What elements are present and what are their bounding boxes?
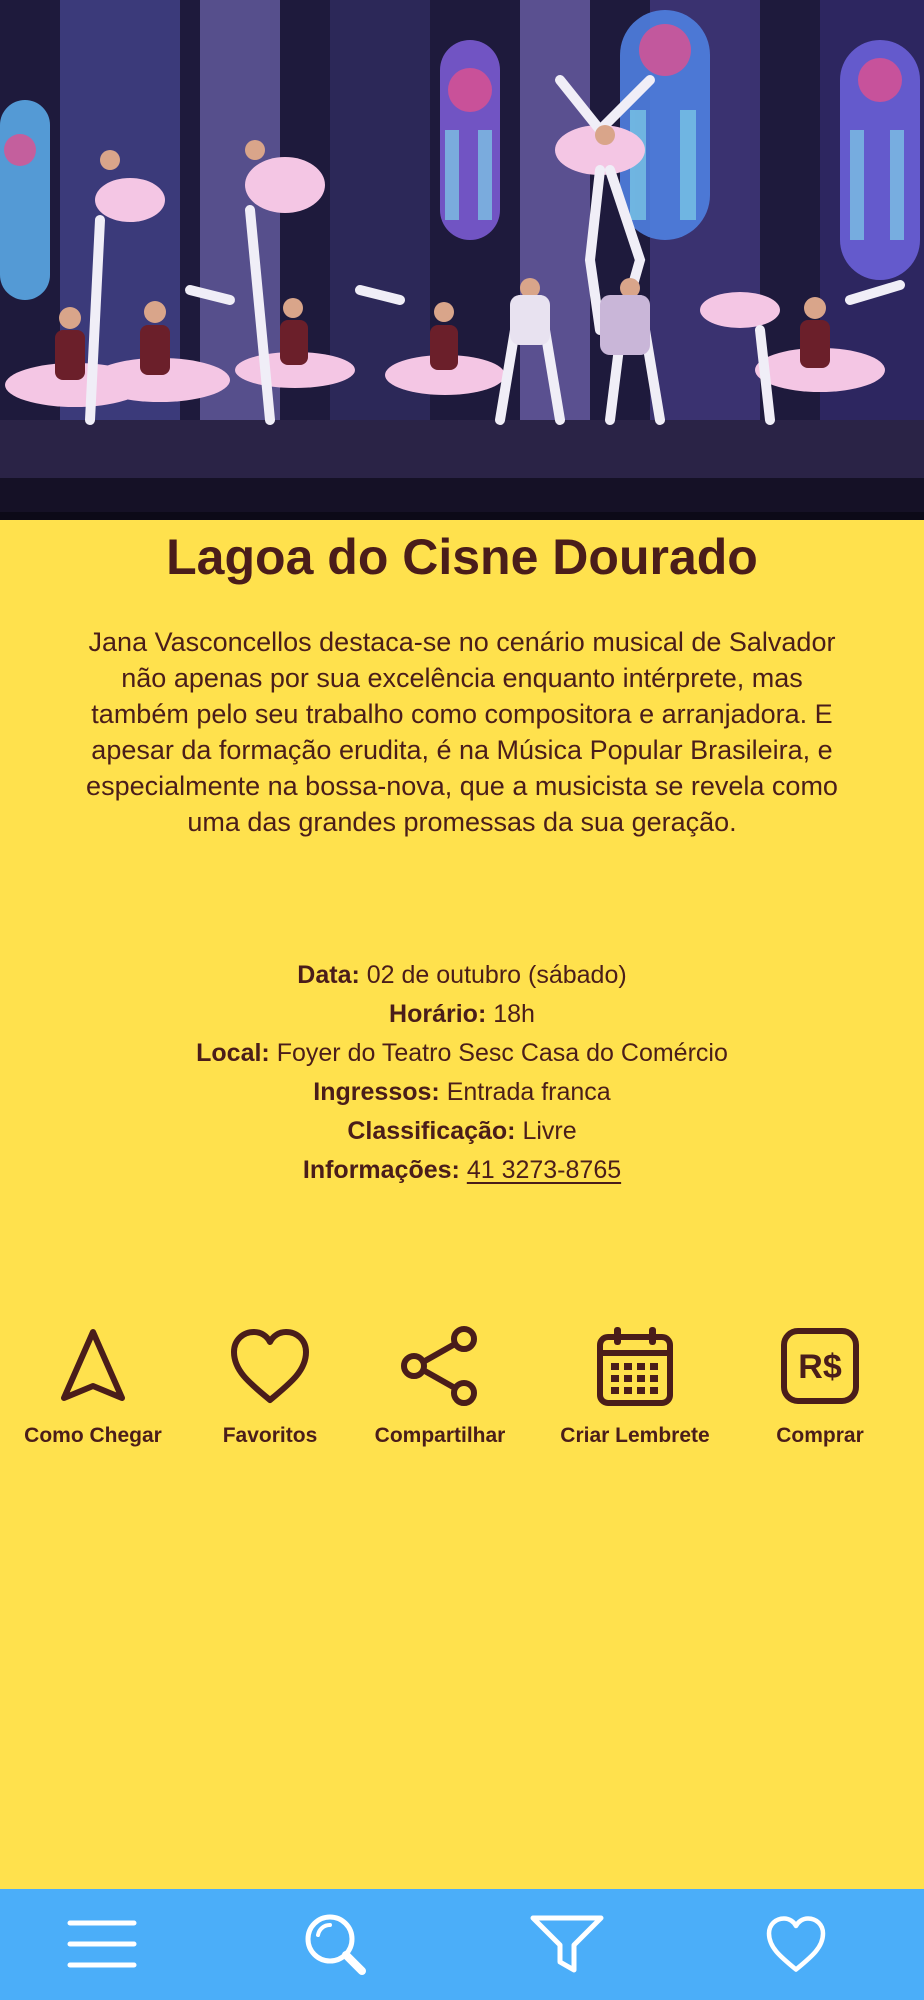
nav-favorites[interactable] [756, 1911, 836, 1977]
currency-brl-icon [780, 1326, 860, 1406]
detail-time [0, 995, 924, 1034]
action-label: Criar Lembrete [560, 1424, 710, 1447]
heart-icon [228, 1326, 312, 1406]
nav-search[interactable] [295, 1911, 375, 1977]
filter-icon [529, 1913, 605, 1975]
detail-label: Classificação: [347, 1117, 516, 1145]
action-label: Como Chegar [24, 1424, 162, 1447]
event-title: Lagoa do Cisne Dourado [166, 529, 758, 585]
detail-rating [0, 1112, 924, 1151]
detail-label: Local: [196, 1039, 270, 1067]
action-label: Comprar [776, 1424, 864, 1447]
detail-label: Horário: [389, 1000, 487, 1028]
event-description: Jana Vasconcellos destaca-se no cenário musical de Salvador não apenas por sua excelência enquanto intérprete, mas também pelo seu trabalho como compositora e arranjadora. E apesar da formação erudita, é na Música Popular Brasileira, e especialmente na bossa-nova, que a musicista se revela como uma das grandes promessas da sua geração. [86, 627, 838, 837]
nav-menu[interactable] [62, 1911, 142, 1977]
search-icon [302, 1911, 368, 1977]
detail-tickets [0, 1073, 924, 1112]
share-icon [398, 1324, 482, 1408]
calendar-icon [595, 1325, 675, 1407]
hero-image [0, 0, 924, 520]
detail-info [0, 1151, 924, 1190]
detail-date [0, 956, 924, 995]
action-label: Compartilhar [374, 1424, 506, 1447]
reminder-button[interactable] [555, 1320, 715, 1448]
detail-label: Data: [297, 961, 360, 989]
action-label: Favoritos [222, 1424, 318, 1447]
detail-value: 02 de outubro (sábado) [366, 961, 627, 989]
detail-label: Ingressos: [313, 1078, 440, 1106]
directions-button[interactable] [18, 1320, 168, 1448]
detail-location [0, 1034, 924, 1073]
navigation-arrow-icon [58, 1326, 128, 1406]
phone-link[interactable]: 41 3273-8765 [466, 1156, 622, 1184]
detail-value: Livre [522, 1117, 577, 1145]
detail-label: Informações: [302, 1156, 460, 1184]
buy-button[interactable] [760, 1320, 880, 1448]
detail-value: 18h [493, 1000, 535, 1028]
svg-text:R$: R$ [798, 1348, 842, 1386]
menu-icon [67, 1918, 137, 1970]
detail-value: Entrada franca [446, 1078, 611, 1106]
event-details [0, 956, 924, 1190]
share-button[interactable] [365, 1320, 515, 1448]
nav-filter[interactable] [527, 1911, 607, 1977]
detail-value: Foyer do Teatro Sesc Casa do Comércio [276, 1039, 728, 1067]
action-bar [0, 1320, 924, 1470]
bottom-nav [0, 1889, 924, 2000]
heart-icon [763, 1914, 829, 1974]
favorites-button[interactable] [195, 1320, 345, 1448]
